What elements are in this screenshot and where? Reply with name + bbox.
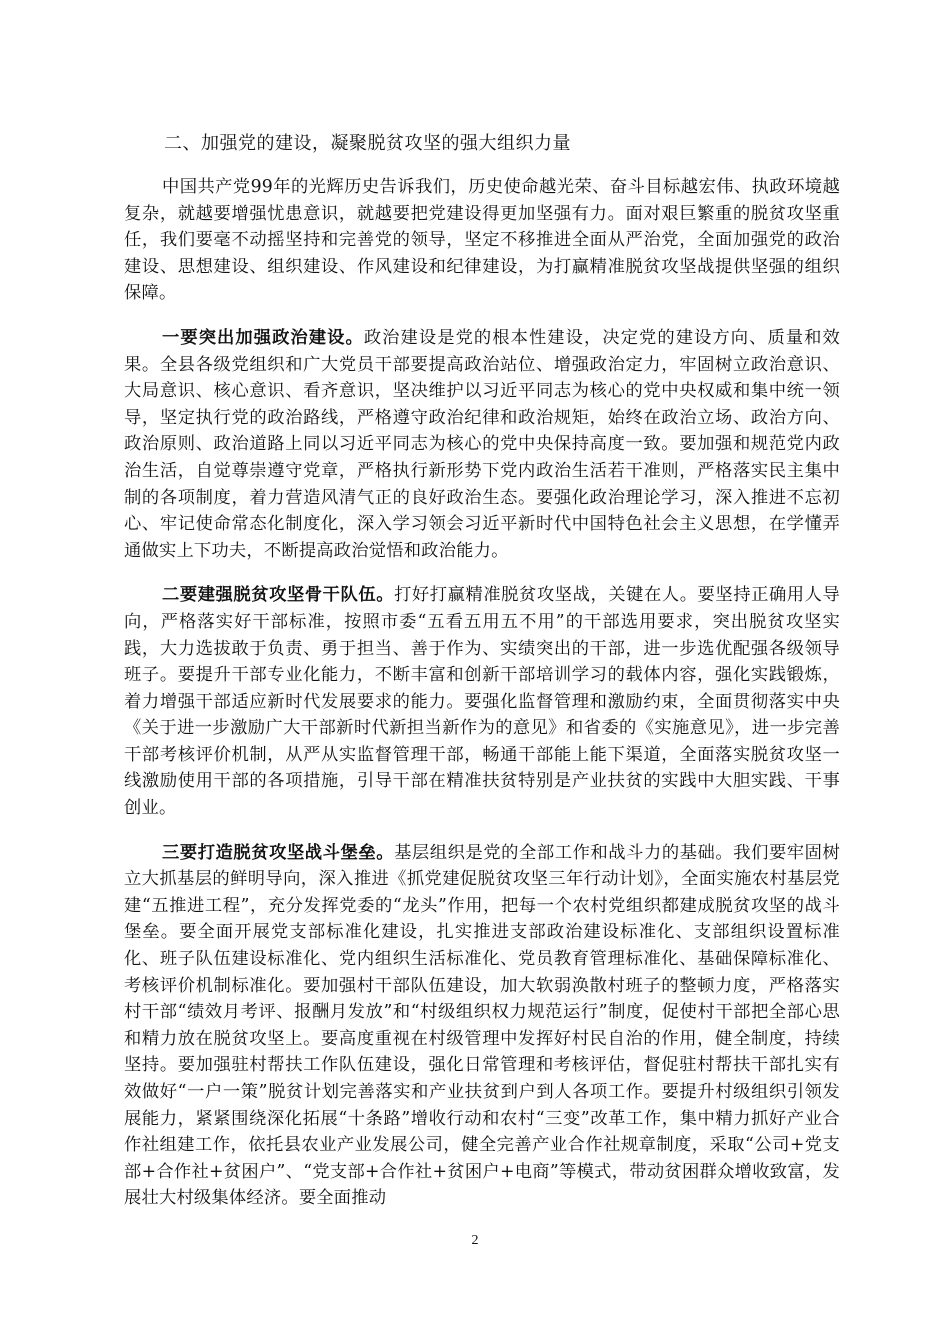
paragraph-text: 基层组织是党的全部工作和战斗力的基础。我们要牢固树立大抓基层的鲜明导向，深入推进《抓党建促脱贫攻坚三年行动计划》，全面实施农村基层党建“五推进工程”，充分发挥党委的“龙头”作用，把每一个农村党组织都建成脱贫攻坚的战斗堡垒。要全面开展党支部标准化建设，扎实推进支部政治建设标准化、支部组织设置标准化、班子队伍建设标准化、党内组织生活标准化、党员教育管理标准化、基础保障标准化、考核评价机制标准化。要加强村干部队伍建设，加大软弱涣散村班子的整顿力度，严格落实村干部“绩效月考评、报酬月发放”和“村级组织权力规范运行”制度，促使村干部把全部心思和精力放在脱贫攻坚上。要高度重视在村级管理中发挥好村民自治的作用，健全制度，持续坚持。要加强驻村帮扶工作队伍建设，强化日常管理和考核评估，督促驻村帮扶干部扎实有效做好“一户一策”脱贫计划完善落实和产业扶贫到户到人各项工作。要提升村级组织引领发展能力，紧紧围绕深化拓展“十条路”增收行动和农村“三变”改革工作，集中精力抓好产业合作社组建工作，依托县农业产业发展公司，健全完善产业合作社规章制度，采取“公司+党支部+合作社+贫困户”、“党支部+合作社+贫困户+电商”等模式，带动贫困群众增收致富，发展壮大村级集体经济。要全面推动 xyxy=(124,842,840,1209)
page-number: 2 xyxy=(471,1233,479,1248)
paragraph-lead: 三要打造脱贫攻坚战斗堡垒。 xyxy=(162,842,395,863)
paragraph-fighting-fortress xyxy=(124,840,840,1212)
paragraph-lead: 一要突出加强政治建设。 xyxy=(162,327,364,348)
paragraph-lead: 二要建强脱贫攻坚骨干队伍。 xyxy=(162,585,395,606)
paragraph-text: 打好打赢精准脱贫攻坚战，关键在人。要坚持正确用人导向，严格落实好干部标准，按照市委“五看五用五不用”的干部选用要求，突出脱贫攻坚实践，大力选拔敢于负责、勇于担当、善于作为、实绩突出的干部，进一步选优配强各级领导班子。要提升干部专业化能力，不断丰富和创新干部培训学习的载体内容，强化实践锻炼，着力增强干部适应新时代发展要求的能力。要强化监督管理和激励约束，全面贯彻落实中央《关于进一步激励广大干部新时代新担当新作为的意见》和省委的《实施意见》，进一步完善干部考核评价机制，从严从实监督管理干部，畅通干部能上能下渠道，全面落实脱贫攻坚一线激励使用干部的各项措施，引导干部在精准扶贫特别是产业扶贫的实践中大胆实践、干事创业。 xyxy=(124,585,840,819)
section-heading: 二、加强党的建设，凝聚脱贫攻坚的强大组织力量 xyxy=(164,133,571,154)
intro-paragraph: 中国共产党99年的光辉历史告诉我们，历史使命越光荣、奋斗目标越宏伟、执政环境越复杂，就越要增强忧患意识，就越要把党建设得更加坚强有力。面对艰巨繁重的脱贫攻坚重任，我们要毫不动摇坚持和完善党的领导，坚定不移推进全面从严治党，全面加强党的政治建设、思想建设、组织建设、作风建设和纪律建设，为打赢精准脱贫攻坚战提供坚强的组织保障。 xyxy=(124,177,840,304)
document-body xyxy=(124,128,840,1230)
paragraph-political-building xyxy=(124,325,840,564)
paragraph-text: 政治建设是党的根本性建设，决定党的建设方向、质量和效果。全县各级党组织和广大党员干部要提高政治站位、增强政治定力，牢固树立政治意识、大局意识、核心意识、看齐意识，坚决维护以习近平同志为核心的党中央权威和集中统一领导，坚定执行党的政治路线，严格遵守政治纪律和政治规矩，始终在政治立场、政治方向、政治原则、政治道路上同以习近平同志为核心的党中央保持高度一致。要加强和规范党内政治生活，自觉尊崇遵守党章，严格执行新形势下党内政治生活若干准则，严格落实民主集中制的各项制度，着力营造风清气正的良好政治生态。要强化政治理论学习，深入推进不忘初心、牢记使命常态化制度化，深入学习领会习近平新时代中国特色社会主义思想，在学懂弄通做实上下功夫，不断提高政治觉悟和政治能力。 xyxy=(124,327,840,561)
paragraph-cadre-team xyxy=(124,582,840,821)
